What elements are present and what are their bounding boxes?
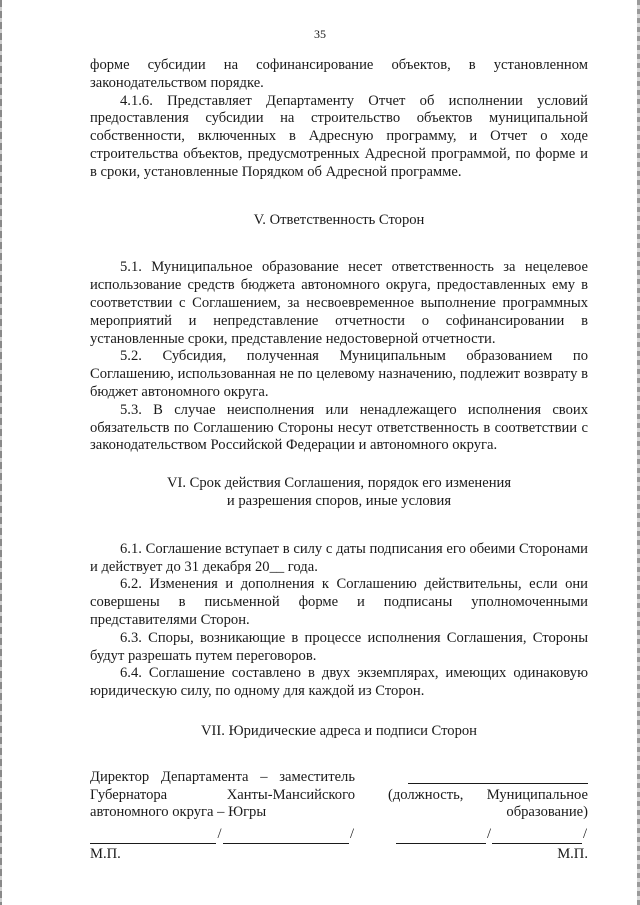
department-signature-line (90, 822, 355, 844)
municipality-stamp-mark: М.П. (557, 846, 588, 863)
department-stamp-mark: М.П. (90, 846, 121, 863)
municipality-signature-line (388, 822, 588, 844)
municipality-line2: образование) (506, 804, 588, 821)
department-line1: Директор Департамента – заместитель (90, 768, 355, 785)
department-signature-slash: / (217, 826, 222, 843)
municipality-position-line (388, 769, 588, 787)
paragraph-6-4: 6.4. Соглашение составлено в двух экземплярах, имеющих одинаковую юридическую силу, по одному для каждой из Сторон. (90, 665, 588, 700)
signature-block (90, 769, 588, 864)
municipality-line1: (должность, Муниципальное (388, 786, 588, 803)
department-name-blank (223, 827, 349, 844)
paragraph-5-3: 5.3. В случае неисполнения или ненадлежащего исполнения своих обязательств по Соглашению Стороны несут ответственность в соответствии с законодательством Российской Федерации и автономного округа. (90, 401, 588, 454)
department-end-slash: / (349, 826, 354, 843)
section-6-title (90, 475, 588, 511)
document-body (90, 57, 588, 864)
section-6-title-line2: и разрешения споров, иные условия (226, 492, 452, 509)
continuation-paragraph: форме субсидии на софинансирование объектов, в установленном законодательством порядке. (90, 57, 588, 91)
municipality-signature-blank (396, 827, 486, 844)
section-6-title-line1: VI. Срок действия Соглашения, порядок его изменения (166, 475, 512, 492)
paragraph-6-3: 6.3. Споры, возникающие в процессе исполнения Соглашения, Стороны будут разрешать путем переговоров. (90, 629, 588, 664)
section-7-title: VII. Юридические адреса и подписи Сторон (201, 722, 477, 739)
signature-department (90, 769, 355, 864)
paragraph-5-1: 5.1. Муниципальное образование несет ответственность за нецелевое использование средств бюджета автономного округа, предоставленных ему в соответствии с Соглашением, за несвоевременное выполнение программных мероприятий и непредставление отчетности о софинансировании в установленные сроки, представление недостоверной отчетности. (90, 259, 588, 347)
paragraph-6-2: 6.2. Изменения и дополнения к Соглашению действительны, если они совершены в письменной форме и подписаны уполномоченными представителями Сторон. (90, 576, 588, 628)
municipality-name-blank (492, 827, 582, 844)
department-signature-blank (90, 827, 216, 844)
department-line3: автономного округа – Югры (90, 804, 267, 821)
section-5-title: V. Ответственность Сторон (253, 211, 425, 228)
municipality-end-slash: / (582, 826, 587, 843)
department-line2: Губернатора Ханты-Мансийского (90, 786, 355, 803)
scan-edge-left (0, 0, 2, 905)
signature-municipality (388, 769, 588, 864)
paragraph-5-2: 5.2. Субсидия, полученная Муниципальным образованием по Соглашению, использованная не по целевому назначению, подлежит возврату в бюджет автономного округа. (90, 348, 588, 400)
page-number: 35 (314, 27, 326, 41)
municipality-signature-slash: / (486, 826, 491, 843)
paragraph-4-1-6: 4.1.6. Представляет Департаменту Отчет об исполнении условий предоставления субсидии на строительство объектов муниципальной собственности, включенных в Адресную программу, и Отчет о ходе строительства объектов, предусмотренных Адресной программой, по форме и в сроки, установленные Порядком об Адресной программе. (90, 92, 588, 180)
paragraph-6-1: 6.1. Соглашение вступает в силу с даты подписания его обеими Сторонами и действует до 31 декабря 20__ года. (90, 540, 588, 575)
